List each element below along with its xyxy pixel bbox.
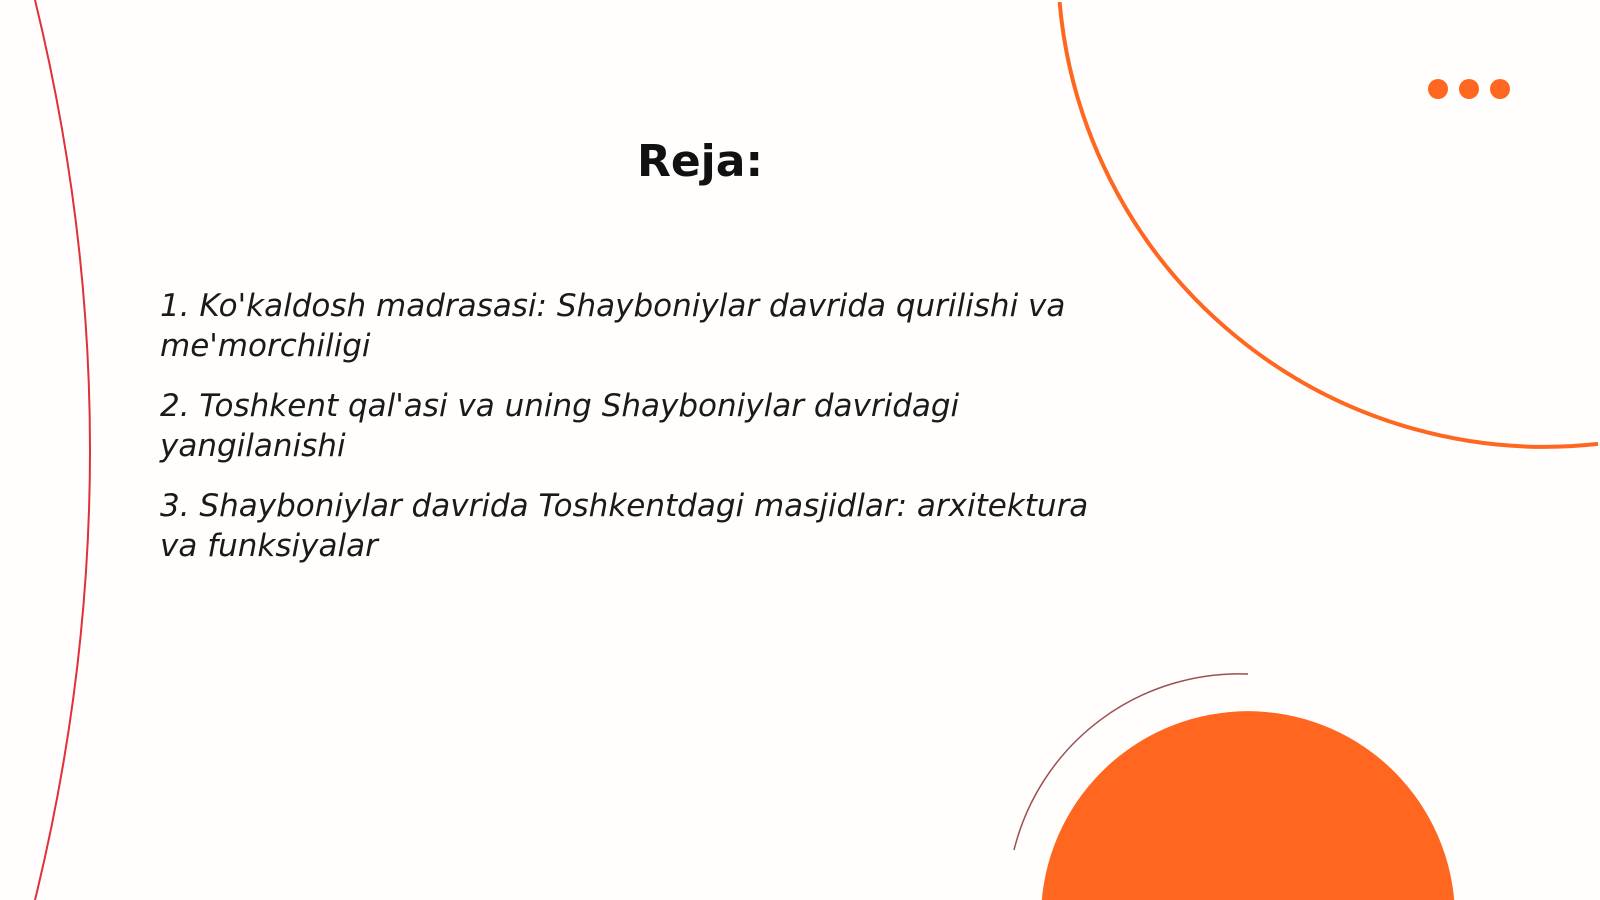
list-item: 2. Toshkent qal'asi va uning Shayboniylar davridagi yangilanishi: [160, 388, 960, 464]
three-dots-icon: [1428, 79, 1510, 99]
left-red-arc: [35, 0, 90, 900]
top-right-circle-outline: [1060, 2, 1598, 447]
bottom-orange-circle: [1042, 711, 1454, 900]
slide-title: Reja:: [636, 136, 764, 187]
list-item: 3. Shayboniylar davrida Toshkentdagi masjidlar: arxitektura va funksiyalar: [160, 488, 1089, 564]
list-item: 1. Ko'kaldosh madrasasi: Shayboniylar davrida qurilishi va me'morchiligi: [160, 288, 1066, 364]
